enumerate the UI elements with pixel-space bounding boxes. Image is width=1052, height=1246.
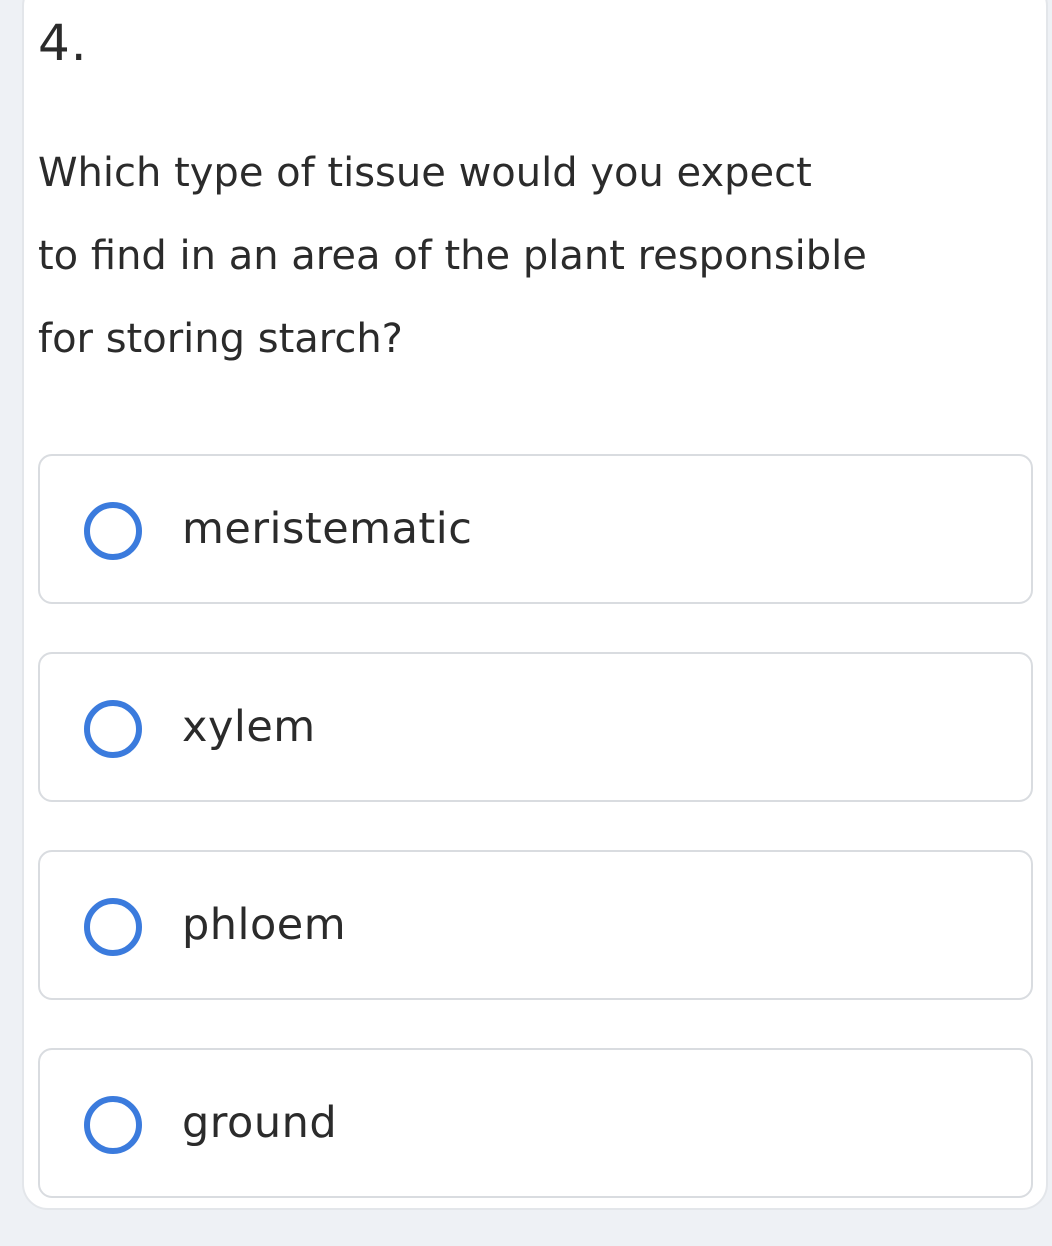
question-text-line: to find in an area of the plant responsible xyxy=(38,233,867,279)
question-text xyxy=(38,132,1038,381)
question-number: 4. xyxy=(38,14,88,72)
question-text-line: Which type of tissue would you expect xyxy=(38,150,812,196)
answer-options xyxy=(38,454,1033,1246)
option-ground[interactable] xyxy=(38,1048,1033,1198)
question-text-line: for storing starch? xyxy=(38,316,403,362)
option-meristematic[interactable] xyxy=(38,454,1033,604)
option-label: phloem xyxy=(182,900,347,950)
radio-button-icon[interactable] xyxy=(84,1096,142,1154)
option-xylem[interactable] xyxy=(38,652,1033,802)
option-phloem[interactable] xyxy=(38,850,1033,1000)
option-label: meristematic xyxy=(182,504,473,554)
radio-button-icon[interactable] xyxy=(84,898,142,956)
option-label: ground xyxy=(182,1098,338,1148)
radio-button-icon[interactable] xyxy=(84,700,142,758)
radio-button-icon[interactable] xyxy=(84,502,142,560)
option-label: xylem xyxy=(182,702,316,752)
